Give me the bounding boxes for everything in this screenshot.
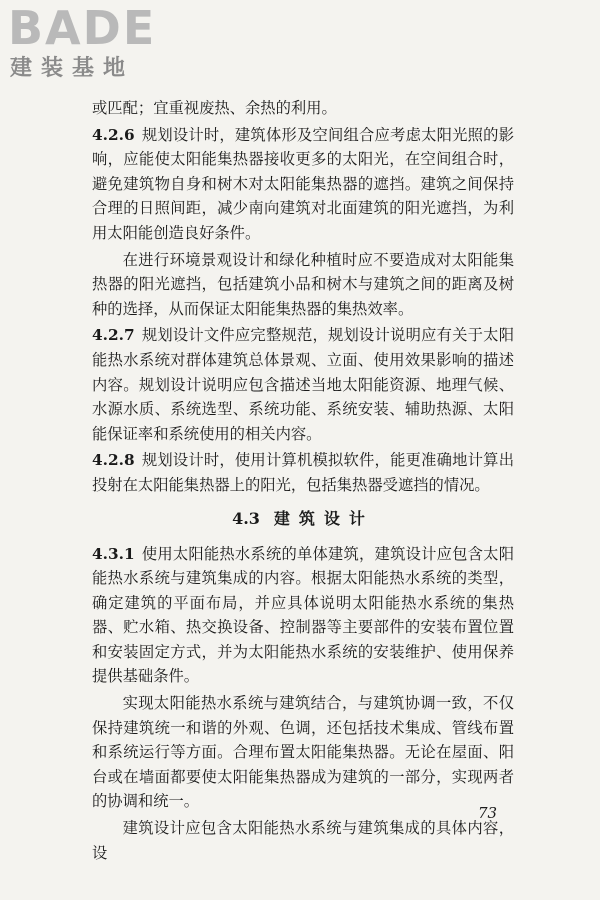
paragraph-text: 规划设计时，使用计算机模拟软件，能更准确地计算出投射在太阳能集热器上的阳光，包括集热器受遮挡的情况。 xyxy=(92,451,514,494)
paragraph xyxy=(92,448,514,497)
paragraph-text: 使用太阳能热水系统的单体建筑，建筑设计应包含太阳能热水系统与建筑集成的内容。根据太阳能热水系统的类型，确定建筑的平面布局，并应具体说明太阳能热水系统的集热器、贮水箱、热交换设备、控制器等主要部件的安装布置位置和安装固定方式，并为太阳能热水系统的安装维护、使用保养提供基础条件。 xyxy=(92,544,514,686)
paragraph xyxy=(92,123,514,246)
clause-number: 4.2.6 xyxy=(92,125,135,144)
paragraph xyxy=(92,248,514,322)
paragraph xyxy=(92,691,514,814)
paragraph xyxy=(92,816,514,865)
clause-number: 4.2.8 xyxy=(92,451,135,470)
paragraph-text: 实现太阳能热水系统与建筑结合，与建筑协调一致，不仅保持建筑统一和谐的外观、色调，还包括技术集成、管线布置和系统运行等方面。合理布置太阳能集热器。无论在屋面、阳台或在墙面都要使太阳能集热器成为建筑的一部分，实现两者的协调和统一。 xyxy=(92,694,514,811)
paragraph-text: 建筑设计应包含太阳能热水系统与建筑集成的具体内容，设 xyxy=(92,819,514,862)
paragraph-text: 规划设计时，建筑体形及空间组合应考虑太阳光照的影响，应能使太阳能集热器接收更多的太阳光，在空间组合时，避免建筑物自身和树木对太阳能集热器的遮挡。建筑之间保持合理的日照间距，减少南向建筑对北面建筑的阳光遮挡，为利用太阳能创造良好条件。 xyxy=(92,125,514,242)
section-title: 建筑设计 xyxy=(273,508,374,528)
logo-wordmark: BADE xyxy=(8,1,157,55)
bade-logo xyxy=(8,1,183,83)
logo-subtitle: 建装基地 xyxy=(10,56,135,81)
page-number: 73 xyxy=(478,804,498,822)
section-heading xyxy=(92,506,514,532)
paragraph xyxy=(92,323,514,446)
paragraph-text: 或匹配；宜重视废热、余热的利用。 xyxy=(92,99,337,117)
paragraph xyxy=(92,542,514,690)
paragraph xyxy=(92,96,514,121)
clause-number: 4.2.7 xyxy=(92,326,135,345)
paragraph-text: 在进行环境景观设计和绿化种植时应不要造成对太阳能集热器的阳光遮挡，包括建筑小品和树木与建筑之间的距离及树种的选择，从而保证太阳能集热器的集热效率。 xyxy=(92,250,514,318)
clause-number: 4.3.1 xyxy=(92,544,135,563)
document-body xyxy=(92,96,514,867)
paragraph-text: 规划设计文件应完整规范，规划设计说明应有关于太阳能热水系统对群体建筑总体景观、立面、使用效果影响的描述内容。规划设计说明应包含描述当地太阳能资源、地理气候、水源水质、系统选型、系统功能、系统安装、辅助热源、太阳能保证率和系统使用的相关内容。 xyxy=(92,326,514,443)
section-number: 4.3 xyxy=(232,508,260,528)
